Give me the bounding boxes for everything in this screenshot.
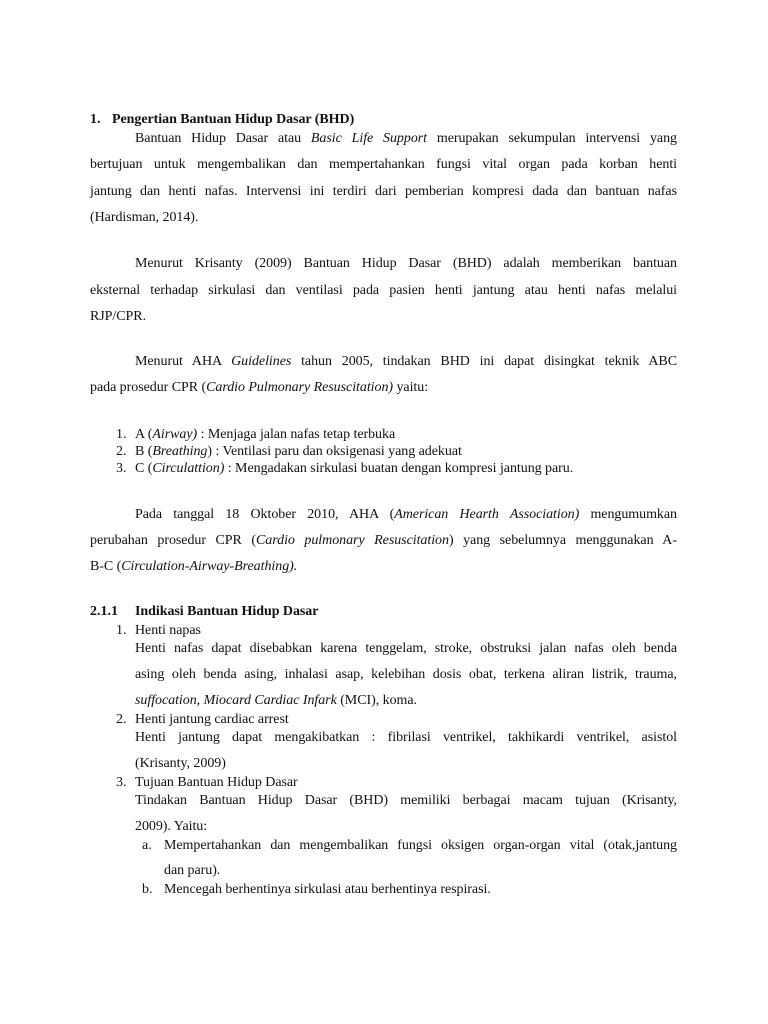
- paragraph-2-line-1: Menurut Krisanty (2009) Bantuan Hidup Dasar (BHD) adalah memberikan bantuan: [135, 256, 677, 271]
- list-item-number: 1.: [116, 427, 127, 442]
- item-3-line-1: Tindakan Bantuan Hidup Dasar (BHD) memiliki berbagai macam tujuan (Krisanty,: [135, 793, 677, 808]
- paragraph-2-line-2: eksternal terhadap sirkulasi dan ventilasi pada pasien henti jantung atau henti nafas melalui: [90, 283, 677, 298]
- item-1-line-2: asing oleh benda asing, inhalasi asap, kelebihan dosis obat, terkena aliran listrik, trauma,: [135, 667, 677, 682]
- sub-item-b-line-1: Mencegah berhentinya sirkulasi atau berhentinya respirasi.: [164, 882, 491, 897]
- section-title: Pengertian Bantuan Hidup Dasar (BHD): [112, 112, 355, 127]
- paragraph-4-line-3: B-C (Circulation-Airway-Breathing).: [90, 559, 298, 574]
- paragraph-4-line-2: perubahan prosedur CPR (Cardio pulmonary Resuscitation) yang sebelumnya menggunakan A-: [90, 533, 677, 548]
- list-item-number: 2.: [116, 444, 127, 459]
- list-item-label: Henti napas: [135, 623, 201, 638]
- subsection-number: 2.1.1: [90, 604, 118, 619]
- list-item-airway: A (Airway) : Menjaga jalan nafas tetap terbuka: [135, 427, 396, 442]
- paragraph-2-line-3: RJP/CPR.: [90, 309, 147, 324]
- paragraph-1-line-2: bertujuan untuk mengembalikan dan mempertahankan fungsi vital organ pada korban henti: [90, 157, 677, 172]
- paragraph-4-line-1: Pada tanggal 18 Oktober 2010, AHA (American Hearth Association) mengumumkan: [135, 507, 678, 522]
- paragraph-3-line-2: pada prosedur CPR (Cardio Pulmonary Resuscitation) yaitu:: [90, 380, 429, 395]
- list-item-breathing: B (Breathing) : Ventilasi paru dan oksigenasi yang adekuat: [135, 444, 462, 459]
- item-2-line-1: Henti jantung dapat mengakibatkan : fibrilasi ventrikel, takhikardi ventrikel, asistol: [135, 730, 677, 745]
- list-item-number: 2.: [116, 712, 127, 727]
- list-item-label: Henti jantung cardiac arrest: [135, 712, 289, 727]
- section-number: 1.: [90, 112, 101, 127]
- sub-item-letter: a.: [142, 838, 152, 853]
- list-item-number: 1.: [116, 623, 127, 638]
- paragraph-1-line-3: jantung dan henti nafas. Intervensi ini terdiri dari pemberian kompresi dada dan bantuan nafas: [90, 184, 677, 199]
- sub-item-a-line-1: Mempertahankan dan mengembalikan fungsi oksigen organ-organ vital (otak,jantung: [164, 838, 677, 853]
- sub-item-letter: b.: [142, 882, 153, 897]
- item-3-line-2: 2009). Yaitu:: [135, 819, 208, 834]
- sub-item-a-line-2: dan paru).: [164, 863, 221, 878]
- list-item-circulation: C (Circulattion) : Mengadakan sirkulasi buatan dengan kompresi jantung paru.: [135, 461, 574, 476]
- subsection-title: Indikasi Bantuan Hidup Dasar: [135, 604, 319, 619]
- paragraph-1-line-1: Bantuan Hidup Dasar atau Basic Life Support merupakan sekumpulan intervensi yang: [135, 131, 678, 146]
- item-1-line-1: Henti nafas dapat disebabkan karena tenggelam, stroke, obstruksi jalan nafas oleh benda: [135, 641, 677, 656]
- paragraph-3-line-1: Menurut AHA Guidelines tahun 2005, tindakan BHD ini dapat disingkat teknik ABC: [135, 354, 677, 369]
- item-2-line-2: (Krisanty, 2009): [135, 756, 226, 771]
- list-item-number: 3.: [116, 775, 127, 790]
- item-1-line-3: suffocation, Miocard Cardiac Infark (MCI), koma.: [135, 693, 417, 708]
- paragraph-1-line-4: (Hardisman, 2014).: [90, 210, 199, 225]
- list-item-number: 3.: [116, 461, 127, 476]
- list-item-label: Tujuan Bantuan Hidup Dasar: [135, 775, 298, 790]
